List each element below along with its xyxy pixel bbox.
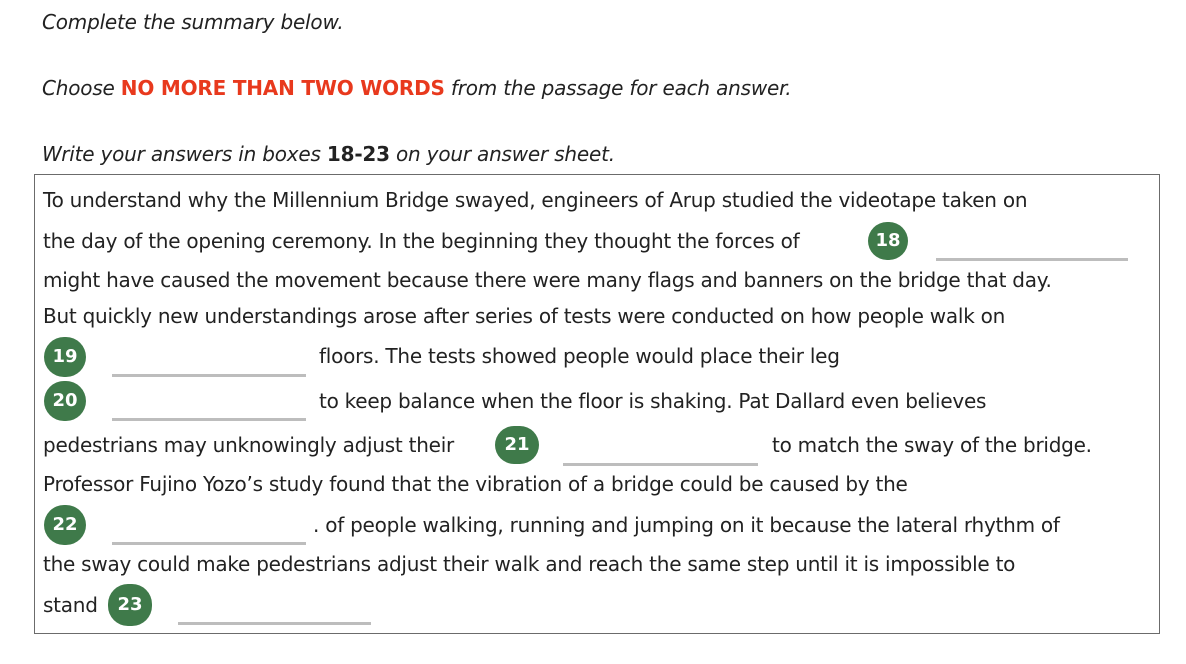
summary-line-9: . of people walking, running and jumping on it because the lateral rhythm of	[313, 513, 1060, 537]
answer-blank-22[interactable]	[112, 522, 306, 545]
instruction-word-limit-pre: Choose	[42, 76, 121, 100]
answer-blank-20[interactable]	[112, 398, 306, 421]
answer-blank-19[interactable]	[112, 354, 306, 377]
summary-line-6: to keep balance when the floor is shaking. Pat Dallard even believes	[319, 389, 987, 413]
question-badge-18: 18	[868, 222, 908, 260]
summary-line-7-end: to match the sway of the bridge.	[772, 433, 1092, 457]
question-badge-23: 23	[108, 584, 152, 626]
summary-line-7-start: pedestrians may unknowingly adjust their	[43, 433, 454, 457]
summary-line-5: floors. The tests showed people would place their leg	[319, 344, 840, 368]
summary-line-1: To understand why the Millennium Bridge swayed, engineers of Arup studied the videotape taken on	[43, 188, 1028, 212]
summary-line-8: Professor Fujino Yozo’s study found that the vibration of a bridge could be caused by the	[43, 472, 908, 496]
summary-line-10: the sway could make pedestrians adjust their walk and reach the same step until it is impossible to	[43, 552, 1016, 576]
answer-blank-23[interactable]	[178, 602, 371, 625]
summary-line-4: But quickly new understandings arose after series of tests were conducted on how people walk on	[43, 304, 1006, 328]
summary-line-3: might have caused the movement because there were many flags and banners on the bridge that day.	[43, 268, 1052, 292]
summary-line-11: stand	[43, 593, 98, 617]
answer-box-range: 18-23	[326, 142, 390, 166]
answer-blank-18[interactable]	[936, 238, 1128, 261]
question-badge-19: 19	[44, 337, 86, 377]
word-limit-emphasis: NO MORE THAN TWO WORDS	[120, 76, 445, 100]
instruction-answer-boxes	[42, 142, 615, 166]
question-badge-21: 21	[495, 426, 539, 464]
question-badge-22: 22	[44, 505, 86, 545]
answer-blank-21[interactable]	[563, 443, 758, 466]
summary-line-2: the day of the opening ceremony. In the beginning they thought the forces of	[43, 229, 800, 253]
question-badge-20: 20	[44, 381, 86, 421]
instruction-word-limit	[42, 76, 791, 100]
instruction-complete-summary: Complete the summary below.	[42, 10, 344, 34]
instruction-answer-boxes-pre: Write your answers in boxes	[42, 142, 327, 166]
instruction-word-limit-post: from the passage for each answer.	[444, 76, 792, 100]
instruction-answer-boxes-post: on your answer sheet.	[389, 142, 615, 166]
